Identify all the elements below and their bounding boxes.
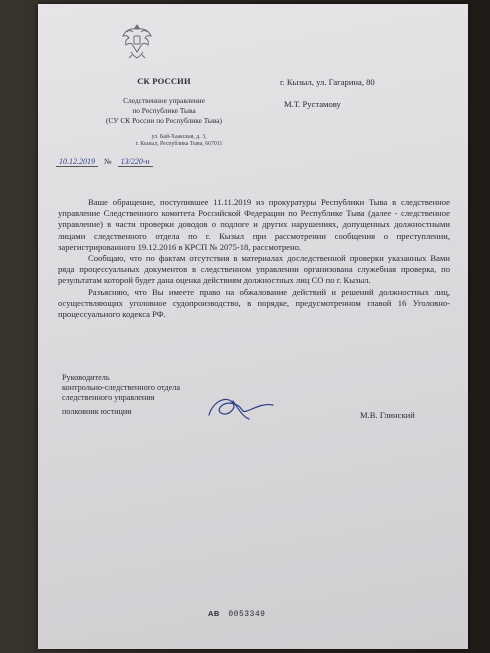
position-line: контрольно-следственного отдела (62, 383, 181, 392)
double-headed-eagle-icon (120, 22, 154, 60)
position-line: следственного управления (62, 393, 155, 402)
department-line: (СУ СК России по Республике Тыва) (105, 116, 222, 125)
signatory-rank: полковник юстиции (62, 407, 132, 416)
body-paragraph: Ваше обращение, поступившее 11.11.2019 из прокуратуры Республики Тыва в следственное управление Следственного комитета Российской Федерации по Республике Тыва (далее - следственное управление) в части проверки доводов о подлоге и других нарушениях, допущенных должностными лицами следственного отдела по г. Кызыл при рассмотрении сообщения о преступлении, зарегистрированного 19.12.2016 в КРСП № 2075-18, рассмотрено. (58, 197, 450, 252)
recipient-name: М.Т. Рустамову (284, 99, 341, 109)
recipient-address: г. Кызыл, ул. Гагарина, 80 (280, 77, 375, 87)
form-serial (208, 609, 265, 619)
agency-name: СК РОССИИ (137, 76, 191, 86)
body-paragraph: Разъясняю, что Вы имеете право на обжалование действий и решений должностных лиц, осуществляющих уголовное судопроизводство, в порядке, предусмотренном главой 16 Уголовно-процессуального кодекса РФ. (58, 286, 450, 320)
number-sign: № (104, 157, 112, 166)
address-line: ул. Бай-Хаакская, д. 3, (151, 134, 207, 140)
sender-block (78, 76, 250, 148)
address-line: г. Кызыл, Республика Тыва, 667011 (135, 141, 223, 147)
form-number: 0053349 (228, 610, 266, 619)
registration-line (56, 157, 153, 166)
position-line: Руководитель (62, 373, 110, 382)
department-line: Следственное управление (123, 96, 205, 105)
signatory-position (62, 373, 180, 403)
sender-address (78, 134, 250, 148)
letter-sheet (38, 4, 468, 649)
department-line: по Республике Тыва (132, 106, 196, 115)
letter-body (58, 197, 450, 320)
registration-date: 10.12.2019 (56, 157, 98, 167)
handwritten-signature (203, 387, 285, 427)
department-name (78, 96, 250, 126)
form-series: АВ (208, 609, 220, 618)
registration-number: 13/220-н (118, 157, 153, 167)
signatory-name: М.В. Глинский (360, 410, 415, 420)
body-paragraph: Сообщаю, что по фактам отсутствия в материалах доследственной проверки указанных Вами ряда процессуальных документов в следственном управлении организована служебная проверка, по результатам которой будет дана оценка действиям должностных лиц СО по г. Кызыл. (58, 253, 450, 286)
